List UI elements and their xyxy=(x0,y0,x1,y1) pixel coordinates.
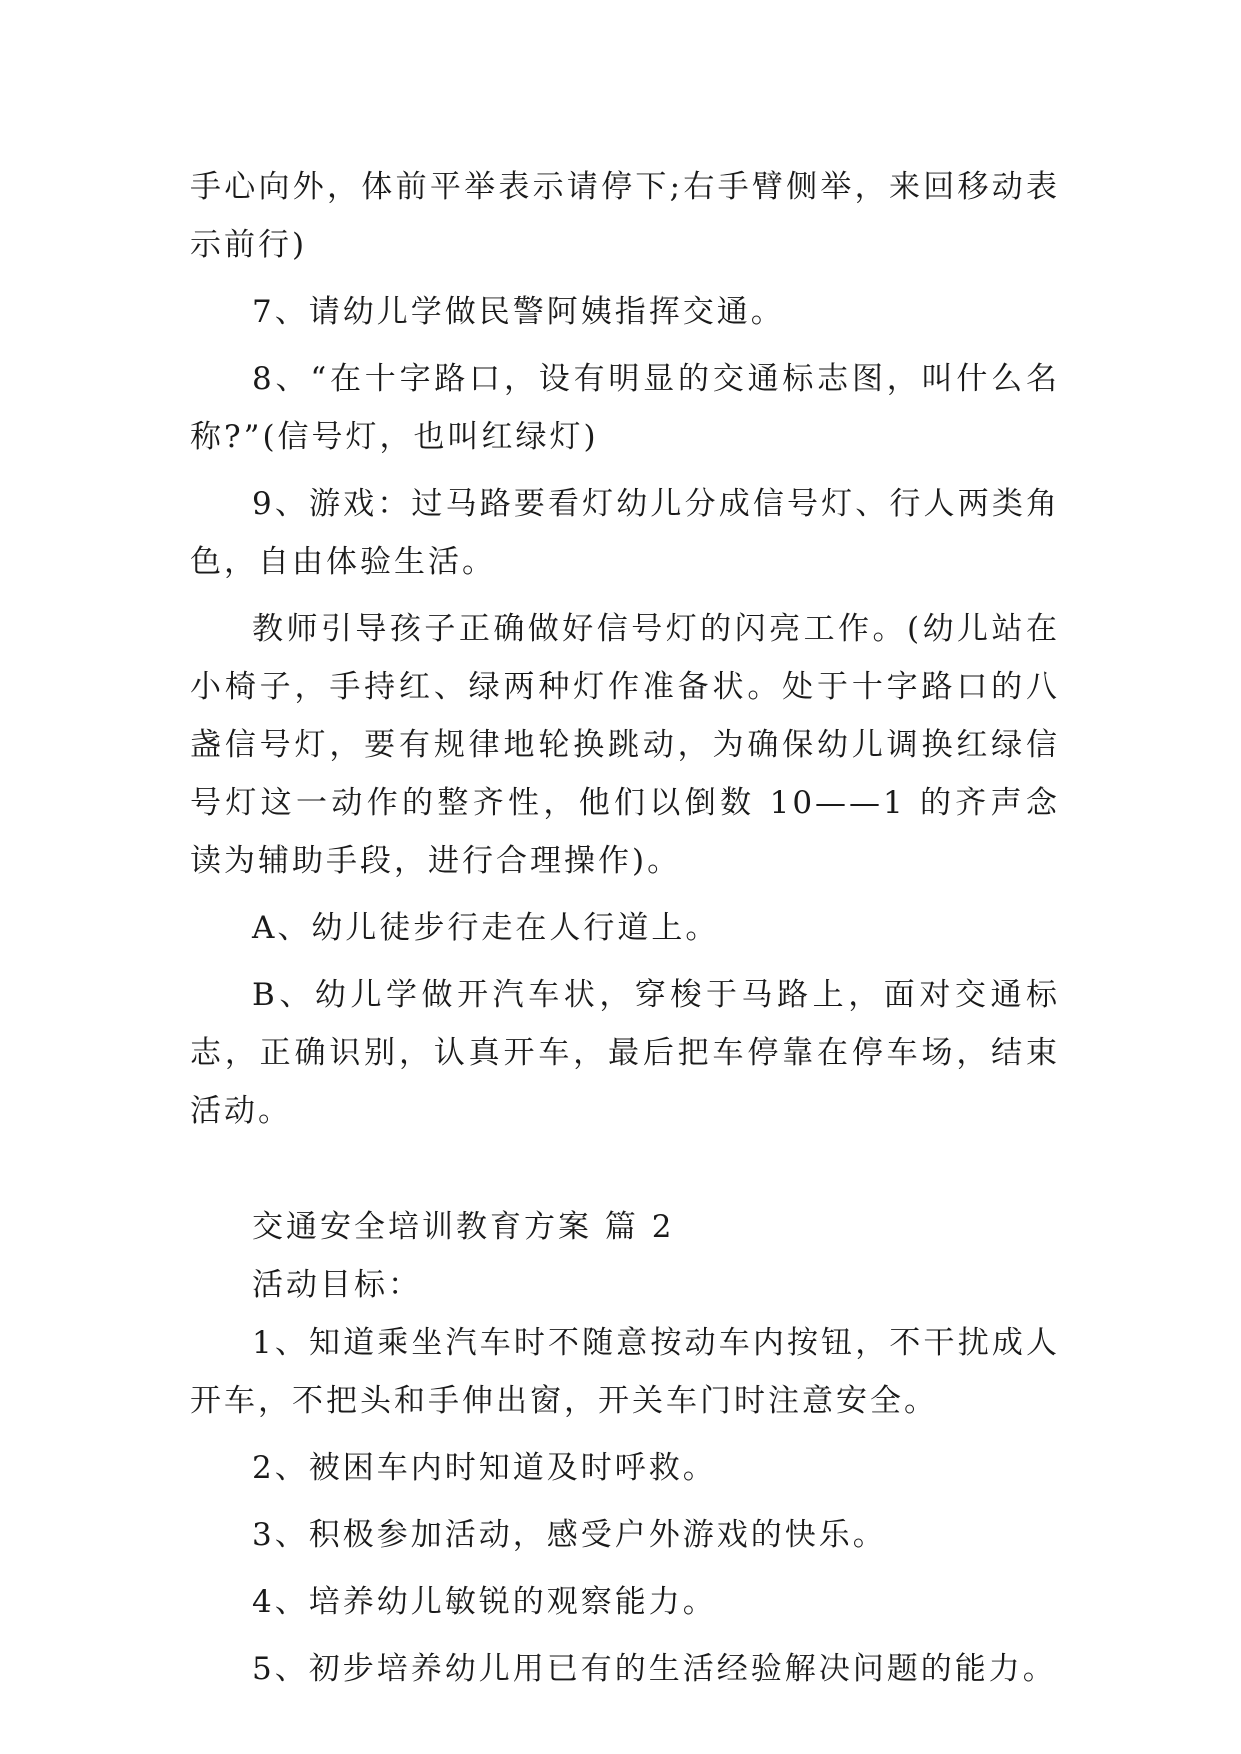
section-title: 交通安全培训教育方案 篇 2 xyxy=(252,1209,675,1245)
paragraph-item-b: B、幼儿学做开汽车状，穿梭于马路上，面对交通标志，正确识别，认真开车，最后把车停靠在停车场，结束活动。 xyxy=(190,977,1060,1129)
document-body xyxy=(190,158,1060,1698)
paragraph-item-a: A、幼儿徒步行走在人行道上。 xyxy=(252,910,720,946)
section-spacer xyxy=(190,1140,1060,1198)
paragraph-step-9: 9、游戏：过马路要看灯幼儿分成信号灯、行人两类角色，自由体验生活。 xyxy=(190,486,1060,580)
objective-2: 2、被困车内时知道及时呼救。 xyxy=(252,1450,717,1486)
objective-3: 3、积极参加活动，感受户外游戏的快乐。 xyxy=(252,1517,887,1553)
paragraph-teacher-guide: 教师引导孩子正确做好信号灯的闪亮工作。(幼儿站在小椅子，手持红、绿两种灯作准备状。处于十字路口的八盏信号灯，要有规律地轮换跳动，为确保幼儿调换红绿信号灯这一动作的整齐性，他们以倒数 10——1 的齐声念读为辅助手段，进行合理操作)。 xyxy=(190,611,1060,879)
objective-1: 1、知道乘坐汽车时不随意按动车内按钮，不干扰成人开车，不把头和手伸出窗，开关车门时注意安全。 xyxy=(190,1325,1060,1419)
paragraph-hand-signals: 手心向外，体前平举表示请停下;右手臂侧举，来回移动表示前行) xyxy=(190,169,1060,263)
paragraph-step-8: 8、“在十字路口，设有明显的交通标志图，叫什么名称?”(信号灯，也叫红绿灯) xyxy=(190,361,1060,455)
objective-5: 5、初步培养幼儿用已有的生活经验解决问题的能力。 xyxy=(252,1651,1057,1687)
objective-4: 4、培养幼儿敏锐的观察能力。 xyxy=(252,1584,717,1620)
section-subtitle: 活动目标： xyxy=(252,1267,422,1303)
paragraph-step-7: 7、请幼儿学做民警阿姨指挥交通。 xyxy=(252,294,785,330)
